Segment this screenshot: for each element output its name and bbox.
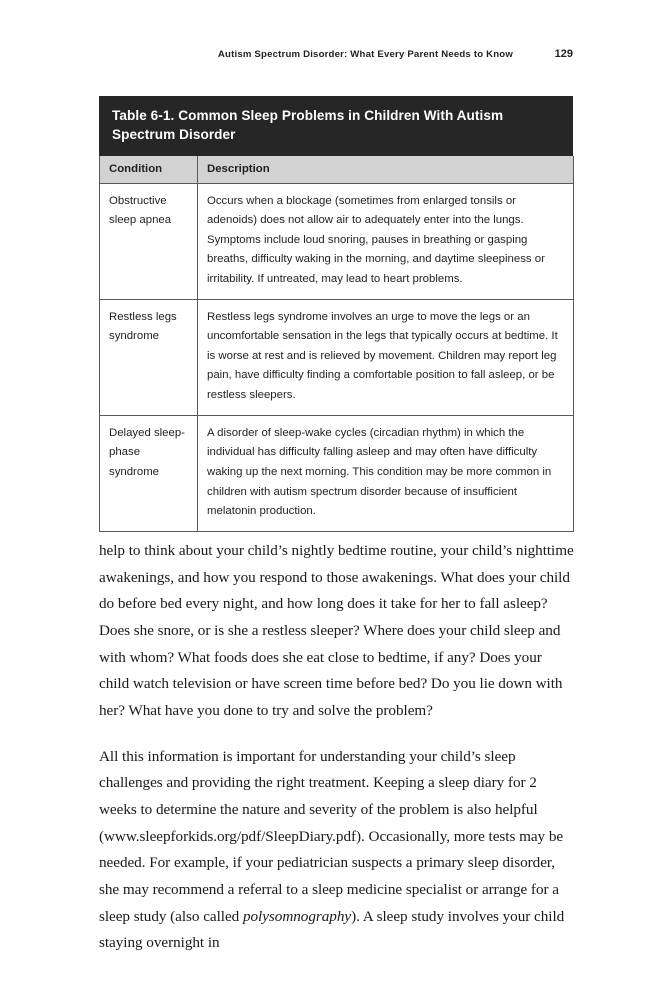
paragraph-1: help to think about your child’s nightly bedtime routine, your child’s nighttime awakenings, and how you respond to those awakenings. What does your child do before bed every night, and how long does it take for her to fall asleep? Does she snore, or is she a restless sleeper? Where does your child sleep and with whom? What foods does she eat close to bedtime, if any? Does your child watch television or have screen time before bed? Do you lie down with her? What have you done to try and solve the problem? bbox=[99, 542, 574, 720]
cell-condition: Delayed sleep-phase syndrome bbox=[100, 415, 198, 531]
cell-condition: Obstructive sleep apnea bbox=[100, 183, 198, 299]
table-row bbox=[100, 183, 574, 299]
column-header-description: Description bbox=[198, 156, 574, 184]
table-header-row bbox=[100, 156, 574, 184]
page-number: 129 bbox=[554, 48, 573, 60]
table-caption: Table 6-1. Common Sleep Problems in Children With Autism Spectrum Disorder bbox=[99, 96, 573, 156]
body-text bbox=[99, 538, 575, 957]
cell-description: A disorder of sleep-wake cycles (circadian rhythm) in which the individual has difficulty falling asleep and may often have difficulty waking up the next morning. This condition may be more common in children with autism spectrum disorder because of insufficient melatonin production. bbox=[198, 415, 574, 531]
cell-description: Occurs when a blockage (sometimes from enlarged tonsils or adenoids) does not allow air to adequately enter into the lungs. Symptoms include loud snoring, pauses in breathing or gasping breaths, difficulty waking in the morning, and daytime sleepiness or irritability. If untreated, may lead to heart problems. bbox=[198, 183, 574, 299]
paragraph-2-text-before: All this information is important for understanding your child’s sleep challenges and providing the right treatment. Keeping a sleep diary for 2 weeks to determine the nature and severity of the problem is also helpful (www.sleepforkids.org/pdf/SleepDiary.pdf). Occasionally, more tests may be needed. For example, if your pediatrician suspects a primary sleep disorder, she may recommend a referral to a sleep medicine specialist or arrange for a sleep study (also called bbox=[99, 747, 564, 925]
cell-condition: Restless legs syndrome bbox=[100, 299, 198, 415]
table-row bbox=[100, 415, 574, 531]
column-header-condition: Condition bbox=[100, 156, 198, 184]
paragraph-2-text-after: ). A sleep study involves your child staying overnight in bbox=[99, 907, 565, 952]
paragraph-2 bbox=[99, 744, 575, 957]
cell-description: Restless legs syndrome involves an urge to move the legs or an uncomfortable sensation in the legs that typically occurs at bedtime. It is worse at rest and is relieved by movement. Children may report leg pain, have difficulty finding a comfortable position to fall asleep, or be restless sleepers. bbox=[198, 299, 574, 415]
paragraph-2-italic-term: polysomnography bbox=[242, 907, 352, 925]
sleep-problems-table bbox=[99, 96, 573, 532]
table-row bbox=[100, 299, 574, 415]
table-body bbox=[100, 183, 574, 531]
running-head bbox=[99, 48, 573, 60]
table-grid bbox=[99, 156, 574, 532]
running-head-title: Autism Spectrum Disorder: What Every Parent Needs to Know bbox=[217, 49, 513, 60]
table-head bbox=[100, 156, 574, 184]
